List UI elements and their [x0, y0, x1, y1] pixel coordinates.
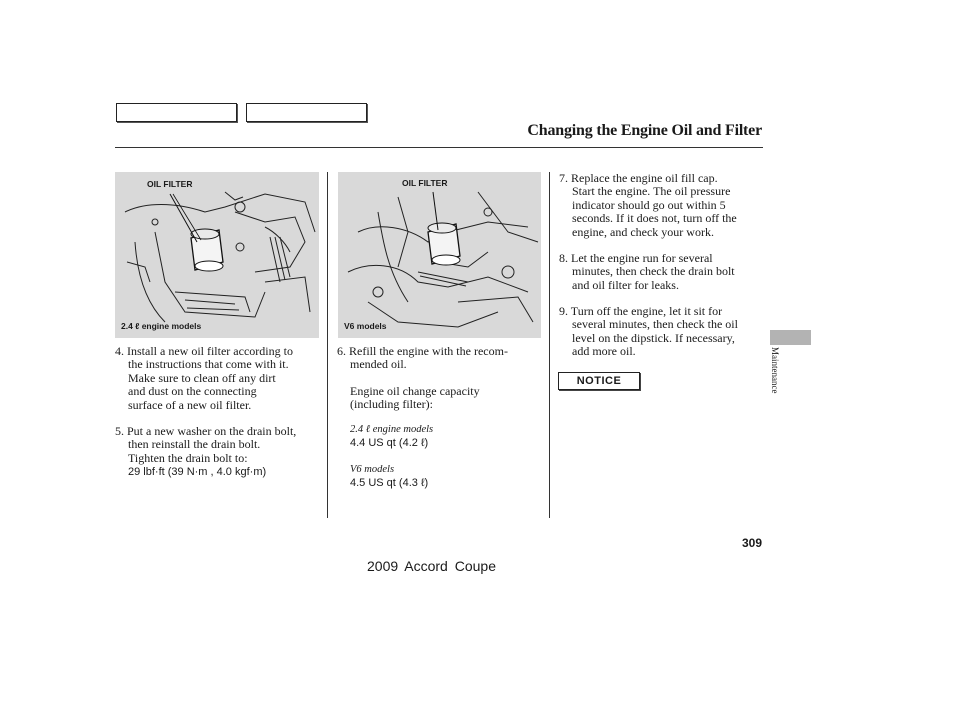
footer-model: 2009 Accord Coupe — [367, 558, 496, 574]
figure-caption-right: V6 models — [344, 321, 387, 331]
step-5: 5. Put a new washer on the drain bolt, then reinstall the drain bolt. Tighten the drain bolt to: 29 lbf·ft (39 N·m , 4.0 kgf·m) — [115, 424, 297, 479]
page-number: 309 — [741, 536, 762, 550]
engine2-capacity: 4.5 US qt (4.3 ℓ) — [350, 477, 429, 489]
figure-callout-right: OIL FILTER — [402, 178, 448, 188]
step-7: 7. Replace the engine oil fill cap. Start the engine. The oil pressure indicator should go out within 5 seconds. If it does not, turn off the engine, and check your work. — [559, 171, 737, 239]
engine2-label: V6 models — [350, 464, 395, 475]
engine-illustration-right — [338, 172, 541, 338]
engine1-capacity: 4.4 US qt (4.2 ℓ) — [350, 437, 429, 449]
capacity-label: Engine oil change capacity (including filter): — [350, 384, 480, 412]
figure-callout-left: OIL FILTER — [147, 179, 193, 189]
oil-filter-icon — [428, 223, 460, 265]
section-tab-marker[interactable] — [770, 330, 811, 345]
step-8: 8. Let the engine run for several minutes, then check the drain bolt and oil filter for leaks. — [559, 251, 735, 292]
oil-filter-icon — [191, 229, 223, 271]
figure-oil-filter-v6 — [338, 172, 541, 338]
figure-caption-left: 2.4 ℓ engine models — [121, 321, 202, 331]
section-tab-label: Maintenance — [770, 347, 780, 394]
engine1-label: 2.4 ℓ engine models — [350, 424, 434, 435]
step-6: 6. Refill the engine with the recom- mended oil. — [337, 344, 508, 372]
step-4: 4. Install a new oil filter according to the instructions that come with it. Make sure to clean off any dirt and dust on the connecting surface of a new oil filter. — [115, 344, 293, 412]
page-title: Changing the Engine Oil and Filter — [527, 122, 762, 139]
figure-oil-filter-2-4 — [115, 172, 319, 338]
notice-badge[interactable]: NOTICE — [558, 372, 640, 390]
step-9: 9. Turn off the engine, let it sit for several minutes, then check the oil level on the dipstick. If necessary, add more oil. — [559, 304, 738, 359]
drain-bolt-torque: 29 lbf·ft (39 N·m , 4.0 kgf·m) — [128, 466, 267, 479]
title-rule — [115, 147, 763, 148]
engine-illustration-left — [115, 172, 319, 338]
nav-box-right[interactable] — [246, 103, 367, 122]
nav-box-left[interactable] — [116, 103, 237, 122]
